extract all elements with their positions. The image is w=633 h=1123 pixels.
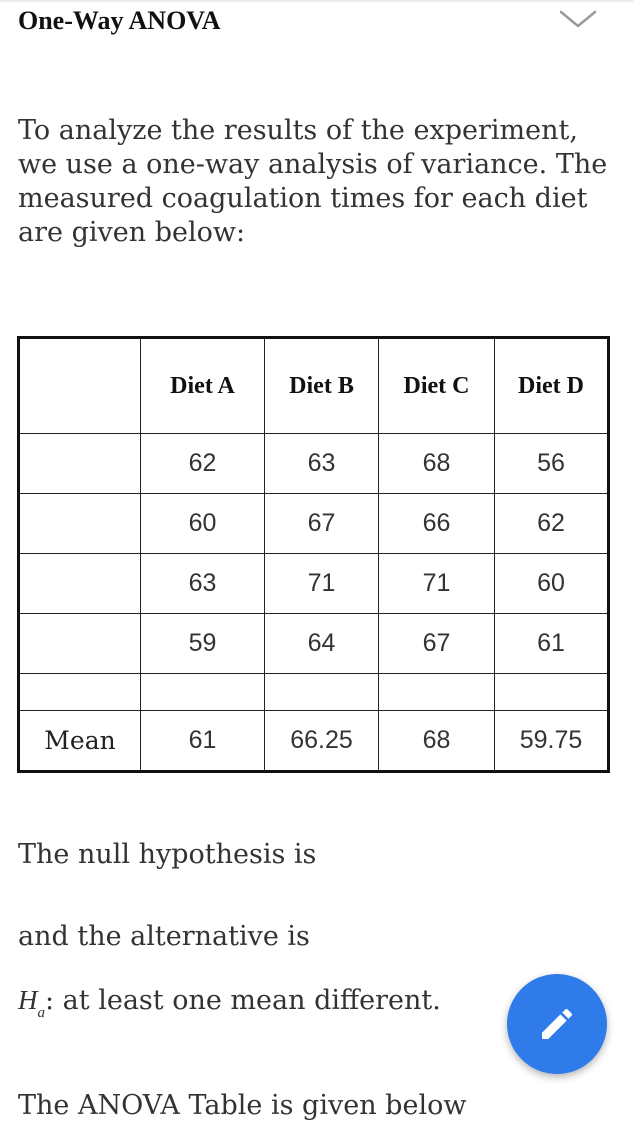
table-header-cell: Diet A	[141, 338, 265, 434]
table-row	[19, 554, 609, 614]
pencil-icon	[537, 1004, 577, 1044]
table-row	[19, 494, 609, 554]
table-cell: 61	[141, 711, 265, 772]
table-row-mean	[19, 711, 609, 772]
table-cell: 68	[379, 711, 495, 772]
table-cell	[495, 674, 609, 711]
table-cell: 56	[495, 434, 609, 494]
table-header-cell	[19, 338, 141, 434]
table-cell: 60	[495, 554, 609, 614]
header-bar	[0, 0, 633, 44]
table-cell: 64	[265, 614, 379, 674]
ha-subscript: a	[37, 1005, 45, 1021]
table-cell: 60	[141, 494, 265, 554]
table-cell	[19, 614, 141, 674]
diet-data-table	[17, 336, 610, 773]
table-cell: 62	[495, 494, 609, 554]
ha-text: : at least one mean different.	[45, 985, 441, 1016]
table-header-cell: Diet C	[379, 338, 495, 434]
table-header-row	[19, 338, 609, 434]
chevron-down-icon[interactable]	[558, 8, 598, 32]
edit-button[interactable]	[507, 974, 607, 1074]
ha-symbol: H	[18, 985, 38, 1015]
page-title: One-Way ANOVA	[18, 6, 221, 35]
alternative-hypothesis-statement	[18, 983, 441, 1030]
table-cell	[19, 674, 141, 711]
alternative-hypothesis-text: and the alternative is	[18, 921, 310, 952]
table-cell	[19, 494, 141, 554]
table-cell: 71	[265, 554, 379, 614]
table-row	[19, 614, 609, 674]
table-cell	[379, 674, 495, 711]
table-cell: 66	[379, 494, 495, 554]
intro-paragraph: To analyze the results of the experiment, we use a one-way analysis of variance. The measured coagulation times for each diet are given below:	[18, 115, 608, 248]
table-header-cell: Diet D	[495, 338, 609, 434]
table-row-empty	[19, 674, 609, 711]
table-cell	[265, 674, 379, 711]
table-cell: 66.25	[265, 711, 379, 772]
table-cell: 59	[141, 614, 265, 674]
table-cell	[19, 434, 141, 494]
table-cell: 68	[379, 434, 495, 494]
table-cell: 63	[141, 554, 265, 614]
table-header-cell: Diet B	[265, 338, 379, 434]
null-hypothesis-text: The null hypothesis is	[18, 839, 317, 870]
table-cell: 59.75	[495, 711, 609, 772]
table-cell	[19, 554, 141, 614]
table-cell: 62	[141, 434, 265, 494]
table-cell	[141, 674, 265, 711]
table-cell: 71	[379, 554, 495, 614]
cut-off-text: The ANOVA Table is given below	[18, 1090, 467, 1121]
table-cell: 67	[265, 494, 379, 554]
mean-label: Mean	[19, 711, 141, 772]
table-cell: 61	[495, 614, 609, 674]
table-row	[19, 434, 609, 494]
table-cell: 63	[265, 434, 379, 494]
table-cell: 67	[379, 614, 495, 674]
